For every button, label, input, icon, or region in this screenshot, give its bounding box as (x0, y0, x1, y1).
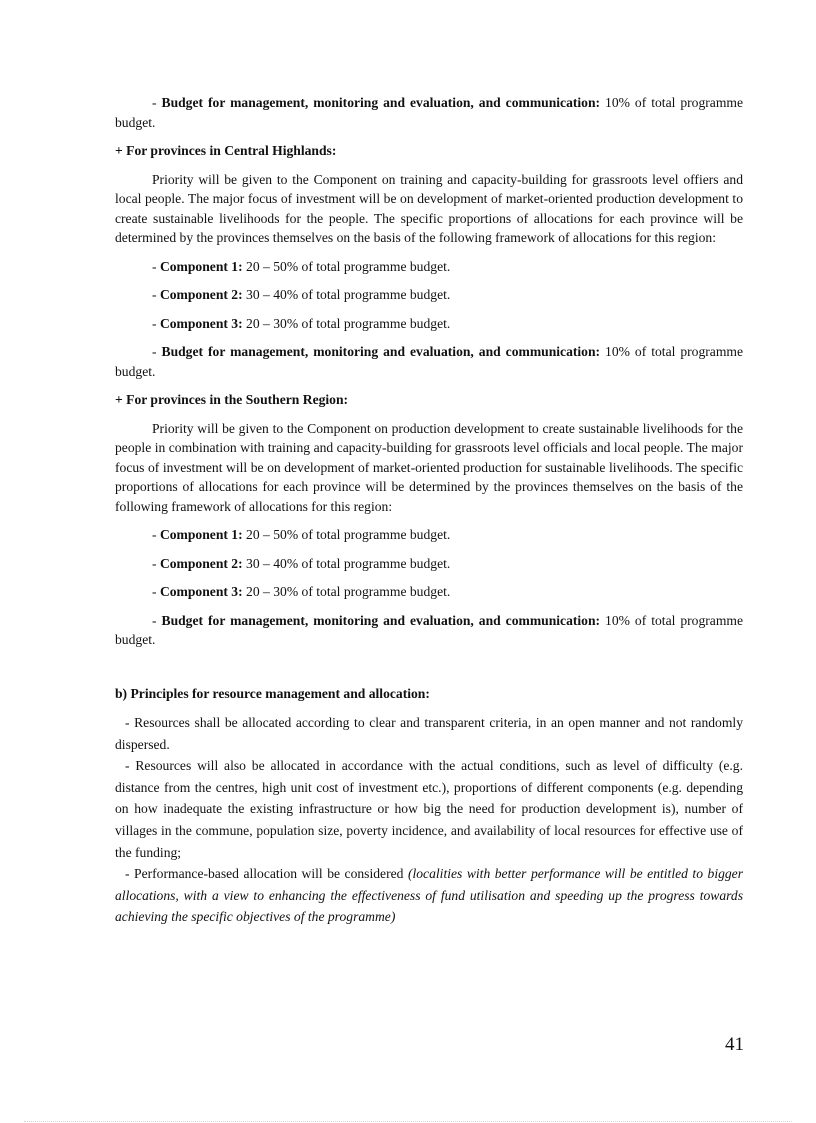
bullet-dash: - (152, 555, 160, 571)
bullet-dash: - (152, 258, 160, 274)
southern-region-heading: + For provinces in the Southern Region: (115, 392, 349, 407)
southern-budget-mme-line (115, 611, 743, 650)
component-text: 20 – 30% of total programme budget. (242, 584, 451, 599)
component-text: 20 – 50% of total programme budget. (242, 527, 451, 542)
budget-mme-label: Budget for management, monitoring and evaluation, and communication: (161, 95, 601, 110)
document-body (115, 93, 743, 928)
principles-heading: b) Principles for resource management and allocation: (115, 685, 430, 701)
central-highlands-priority-paragraph: Priority will be given to the Component on training and capacity-building for grassroots level offiers and local people. The major focus of investment will be on development of market-oriented production development to create sustainable livelihoods for the people. The specific proportions of allocations for each province will be determined by the provinces themselves on the basis of the following framework of allocations for this region: (115, 171, 743, 245)
central-component-3 (115, 314, 743, 334)
component-text: 20 – 30% of total programme budget. (242, 315, 451, 331)
page-bottom-divider (24, 1121, 792, 1122)
component-text: 20 – 50% of total programme budget. (242, 258, 451, 274)
southern-component-3 (115, 582, 743, 602)
principle-item-1: - Resources shall be allocated according to clear and transparent criteria, in an open manner and not randomly dispersed. (115, 715, 743, 752)
page-number: 41 (725, 1034, 744, 1055)
central-highlands-heading: + For provinces in Central Highlands: (115, 143, 337, 158)
principle-item-text: - Performance-based allocation will be considered (125, 866, 408, 882)
budget-mme-value: 10% of total programme budget. (115, 344, 744, 379)
bullet-dash: - (152, 315, 160, 331)
budget-mme-line (115, 93, 743, 132)
principle-item-italic: (localities with better performance will be entitled to bigger allocations, with a view to enhancing the effectiveness of fund utilisation and speeding up the progress towards achieving the specific objectives of the programme) (115, 866, 744, 925)
bullet-dash: - (152, 527, 160, 542)
component-label: Component 2: (159, 555, 243, 571)
principle-item-2: - Resources will also be allocated in accordance with the actual conditions, such as level of difficulty (e.g. distance from the centres, high unit cost of investment etc.), proportions of different components (e.g. depending on how inadequate the existing infrastructure or how big the need for production development is), number of villages in the commune, population size, poverty incidence, and availability of local resources for effective use of the funding; (115, 758, 743, 860)
budget-mme-value: 10% of total programme budget. (115, 95, 744, 130)
bullet-dash: - (152, 344, 162, 359)
bullet-dash: - (152, 612, 162, 628)
component-label: Component 1: (159, 258, 243, 274)
central-budget-mme-line (115, 342, 743, 381)
bullet-dash: - (152, 287, 160, 302)
component-label: Component 3: (159, 315, 243, 331)
bullet-dash: - (152, 95, 162, 110)
southern-component-1 (115, 525, 743, 545)
southern-region-priority-paragraph: Priority will be given to the Component on production development to create sustainable livelihoods for the people in combination with training and capacity-building for grassroots level officials and local people. The major focus of investment will be on development of market-oriented production for sustainable livelihoods. The specific proportions of allocations for each province will be determined by the provinces themselves on the basis of the following framework of allocations for this region: (115, 420, 743, 514)
component-text: 30 – 40% of total programme budget. (242, 287, 451, 302)
southern-component-2 (115, 554, 743, 574)
principle-item-3 (115, 863, 743, 928)
central-component-1 (115, 257, 743, 277)
bullet-dash: - (152, 584, 160, 599)
component-label: Component 1: (159, 527, 243, 542)
budget-mme-label: Budget for management, monitoring and evaluation, and communication: (161, 612, 601, 628)
component-label: Component 3: (159, 584, 243, 599)
component-text: 30 – 40% of total programme budget. (242, 555, 451, 571)
central-component-2 (115, 285, 743, 305)
component-label: Component 2: (159, 287, 243, 302)
budget-mme-label: Budget for management, monitoring and evaluation, and communication: (161, 344, 601, 359)
budget-mme-value: 10% of total programme budget. (115, 612, 744, 647)
